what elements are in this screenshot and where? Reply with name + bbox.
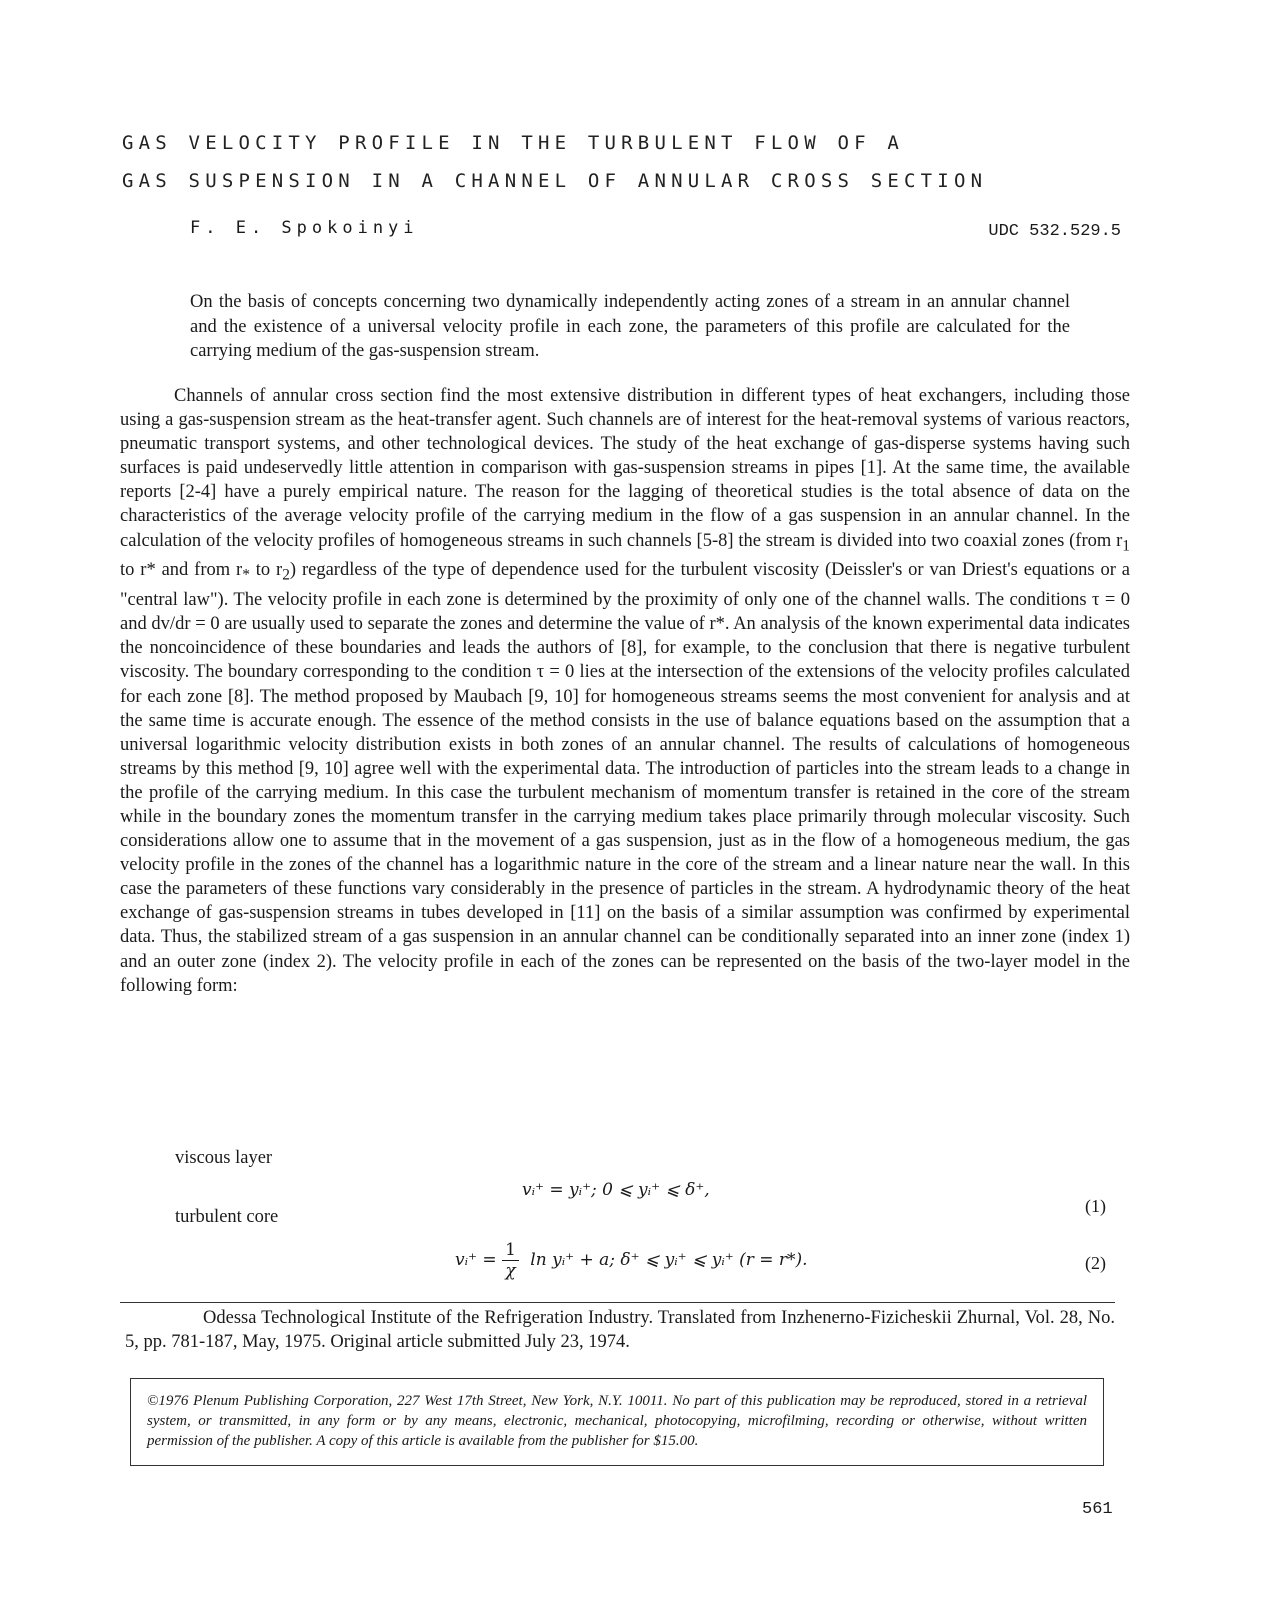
copyright-box: ©1976 Plenum Publishing Corporation, 227 West 17th Street, New York, N.Y. 10011. No part of this publication may be reproduced, stored in a retrieval system, or transmitted, in any form or by any means, electronic, mechanical, photocopying, microfilming, recording or otherwise, without written permission of the publisher. A copy of this article is available from the publisher for $15.00. bbox=[130, 1378, 1104, 1466]
equation-1-number: (1) bbox=[1085, 1196, 1106, 1216]
author: F. E. Spokoinyi bbox=[190, 218, 419, 238]
fraction-numerator: 1 bbox=[502, 1240, 519, 1261]
equation-2-rhs: ln yᵢ⁺ + a; δ⁺ ⩽ yᵢ⁺ ⩽ yᵢ⁺ (r = r*). bbox=[530, 1250, 808, 1270]
page-number: 561 bbox=[1082, 1500, 1113, 1519]
title-line-2: GAS SUSPENSION IN A CHANNEL OF ANNULAR CROSS SECTION bbox=[122, 170, 988, 192]
body-text-part: to r bbox=[249, 560, 283, 581]
viscous-layer-label: viscous layer bbox=[175, 1148, 273, 1168]
fraction-denominator: χ bbox=[505, 1261, 516, 1281]
equation-2-fraction bbox=[502, 1240, 519, 1281]
body-text-part: to r* and from r bbox=[120, 560, 243, 581]
udc-code: UDC 532.529.5 bbox=[988, 222, 1121, 241]
body-paragraph bbox=[120, 384, 1130, 998]
body-text-part: Channels of annular cross section find the most extensive distribution in different types of heat exchangers, including those using a gas-suspension stream as the heat-transfer agent. Such channels are of interest for the heat-removal systems of various reactors, pneumatic transport systems, and other technological devices. The study of the heat exchange of gas-disperse systems having such surfaces is paid undeservedly little attention in comparison with gas-suspension streams in pipes [1]. At the same time, the available reports [2-4] have a purely empirical nature. The reason for the lagging of theoretical studies is the total absence of data on the characteristics of the average velocity profile of the carrying medium in the flow of a gas suspension in an annular channel. In the calculation of the velocity profiles of homogeneous streams in such channels [5-8] the stream is divided into two coaxial zones (from r bbox=[120, 386, 1130, 551]
footnote: Odessa Technological Institute of the Refrigeration Industry. Translated from Inzhenerno-Fizicheskii Zhurnal, Vol. 28, No. 5, pp. 781-187, May, 1975. Original article submitted July 23, 1974. bbox=[125, 1308, 1115, 1352]
turbulent-core-label: turbulent core bbox=[175, 1207, 279, 1227]
abstract: On the basis of concepts concerning two dynamically independently acting zones of a stream in an annular channel and the existence of a universal velocity profile in each zone, the parameters of this profile are calculated for the carrying medium of the gas-suspension stream. bbox=[190, 292, 1070, 361]
equation-1: vᵢ⁺ = yᵢ⁺; 0 ⩽ yᵢ⁺ ⩽ δ⁺, bbox=[522, 1180, 710, 1200]
subscript-star: * bbox=[242, 567, 250, 585]
title-line-1: GAS VELOCITY PROFILE IN THE TURBULENT FLOW OF A bbox=[122, 132, 905, 154]
subscript-2: 2 bbox=[282, 567, 290, 585]
body-text-part: ) regardless of the type of dependence used for the turbulent viscosity (Deissler's or van Driest's equations or a "central law"). The velocity profile in each zone is determined by the proximity of only one of the channel walls. The conditions τ = 0 and dv/dr = 0 are usually used to separate the zones and determine the value of r*. An analysis of the known experimental data indicates the noncoincidence of these boundaries and leads the authors of [8], for example, to the conclusion that there is negative turbulent viscosity. The boundary corresponding to the condition τ = 0 lies at the intersection of the extensions of the velocity profiles calculated for each zone [8]. The method proposed by Maubach [9, 10] for homogeneous streams seems the most convenient for analysis and at the same time is accurate enough. The essence of the method consists in the use of balance equations based on the assumption that a universal logarithmic velocity distribution exists in both zones of an annular channel. The results of calculations of homogeneous streams by this method [9, 10] agree well with the experimental data. The introduction of particles into the stream leads to a change in the profile of the carrying medium. In this case the turbulent mechanism of momentum transfer is retained in the core of the stream while in the boundary zones the momentum transfer in the carrying medium takes place primarily through molecular viscosity. Such considerations allow one to assume that in the movement of a gas suspension, just as in the flow of a homogeneous medium, the gas velocity profile in the zones of the channel has a logarithmic nature in the core of the stream and a linear nature near the wall. In this case the parameters of these functions vary considerably in the presence of particles in the stream. A hydrodynamic theory of the heat exchange of gas-suspension streams in tubes developed in [11] on the basis of a similar assumption was confirmed by experimental data. Thus, the stabilized stream of a gas suspension in an annular channel can be conditionally separated into an inner zone (index 1) and an outer zone (index 2). The velocity profile in each of the zones can be represented on the basis of the two-layer model in the following form: bbox=[120, 560, 1130, 996]
subscript-1: 1 bbox=[1122, 537, 1130, 555]
equation-2-number: (2) bbox=[1085, 1253, 1106, 1273]
equation-2 bbox=[455, 1240, 808, 1281]
footnote-divider bbox=[120, 1302, 1115, 1303]
equation-2-lhs: vᵢ⁺ = bbox=[455, 1250, 497, 1270]
